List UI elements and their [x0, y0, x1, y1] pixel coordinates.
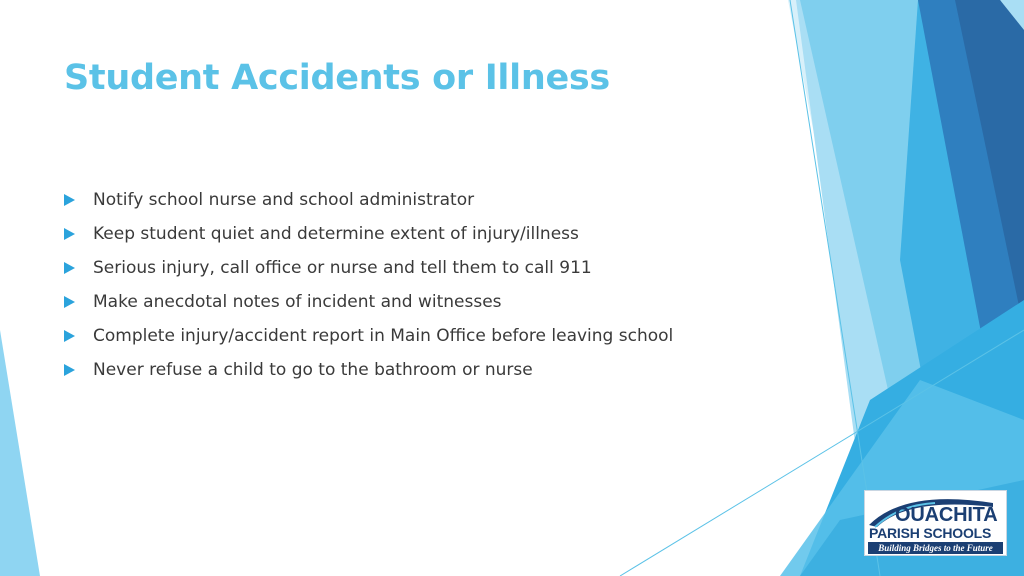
- triangle-bullet-icon: [64, 330, 75, 342]
- triangle-bullet-icon: [64, 194, 75, 206]
- list-item-text: Never refuse a child to go to the bathroom or nurse: [93, 360, 533, 380]
- list-item: [64, 319, 673, 353]
- list-item-text: Make anecdotal notes of incident and witnesses: [93, 292, 502, 312]
- list-item: [64, 353, 673, 387]
- list-item-text: Serious injury, call office or nurse and tell them to call 911: [93, 258, 592, 278]
- triangle-bullet-icon: [64, 364, 75, 376]
- triangle-bullet-icon: [64, 296, 75, 308]
- school-logo: [864, 490, 1007, 556]
- list-item: [64, 217, 673, 251]
- list-item: [64, 285, 673, 319]
- list-item-text: Complete injury/accident report in Main Office before leaving school: [93, 326, 674, 346]
- list-item: [64, 251, 673, 285]
- logo-tagline: Building Bridges to the Future: [868, 542, 1003, 554]
- left-edge-sliver: [0, 330, 40, 576]
- logo-line-1: OUACHITA: [895, 504, 998, 526]
- logo-line-2: PARISH SCHOOLS: [869, 525, 992, 541]
- list-item-text: Keep student quiet and determine extent of injury/illness: [93, 224, 579, 244]
- triangle-bullet-icon: [64, 228, 75, 240]
- list-item: [64, 183, 673, 217]
- page-title: Student Accidents or Illness: [64, 58, 610, 98]
- list-item-text: Notify school nurse and school administrator: [93, 190, 475, 210]
- triangle-bullet-icon: [64, 262, 75, 274]
- bullet-list: [64, 183, 673, 387]
